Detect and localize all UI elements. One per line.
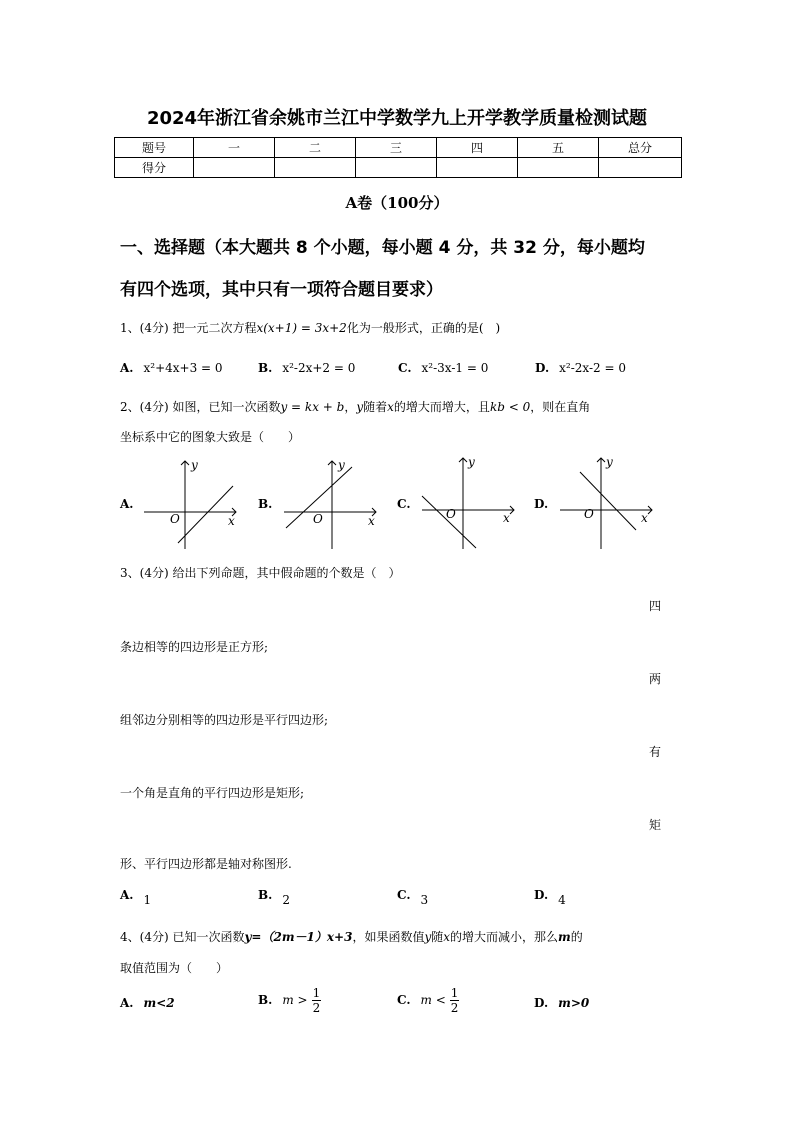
q2-option-c[interactable]: C. [397,497,411,511]
table-row [115,138,682,158]
q3-statement-2-first-char: 两 [649,672,662,686]
exam-title: 2024年浙江省余姚市兰江中学数学九上开学教学质量检测试题 [146,108,648,129]
fraction: $\frac{1}{2}$ [450,986,459,1015]
svg-text:O: O [313,512,323,526]
table-cell [194,158,275,178]
graph-c [418,452,523,552]
svg-text:y: y [191,458,198,472]
q3-statement-4: 形、平行四边形都是轴对称图形. [120,857,292,871]
q3-statement-1: 条边相等的四边形是正方形; [120,640,269,654]
table-cell [518,158,599,178]
table-cell: 三 [356,138,437,158]
svg-text:O: O [170,512,180,526]
q3-option-c[interactable]: C. 3 [397,888,429,907]
q3-option-a[interactable]: A. 1 [120,888,152,907]
fraction: $\frac{1}{2}$ [312,986,321,1015]
q1-option-a[interactable]: A. x²+4x+3 = 0 [120,361,223,375]
graph-d [556,452,661,552]
table-cell: 总分 [599,138,682,158]
svg-text:x: x [368,514,375,528]
section-heading-line2: 有四个选项，其中只有一项符合题目要求） [120,280,443,300]
q4-option-b[interactable]: B. m > $\frac{1}{2}$ [258,986,321,1015]
q3-statement-3-first-char: 有 [649,745,662,759]
q1-option-b[interactable]: B. x²-2x+2 = 0 [258,361,356,375]
q2-option-d[interactable]: D. [534,497,549,511]
svg-text:y: y [606,455,613,469]
question-1-stem: 1、(4分) 把一元二次方程x(x+1) = 3x+2化为一般形式，正确的是( ) [120,321,501,335]
q3-option-b[interactable]: B. 2 [258,888,290,907]
svg-text:x: x [641,511,648,525]
table-cell: 五 [518,138,599,158]
question-4-line2: 取值范围为（ ） [120,961,229,975]
svg-text:O: O [584,507,594,521]
question-2-line2: 坐标系中它的图象大致是（ ） [120,430,301,444]
q3-statement-2: 组邻边分别相等的四边形是平行四边形; [120,713,329,727]
table-cell [275,158,356,178]
score-table [114,137,682,178]
q3-statement-3: 一个角是直角的平行四边形是矩形; [120,786,305,800]
table-cell [599,158,682,178]
q4-option-a[interactable]: A. m<2 [120,996,175,1010]
q3-statement-4-first-char: 矩 [649,818,662,832]
table-cell: 一 [194,138,275,158]
table-cell [356,158,437,178]
graph-a [140,455,245,553]
q1-option-d[interactable]: D. x²-2x-2 = 0 [535,361,626,375]
section-heading-line1: 一、选择题（本大题共 8 个小题，每小题 4 分，共 32 分，每小题均 [120,238,645,258]
table-cell: 得分 [115,158,194,178]
q3-option-d[interactable]: D. 4 [534,888,566,907]
q4-option-c[interactable]: C. m < $\frac{1}{2}$ [397,986,459,1015]
q2-option-b[interactable]: B. [258,497,273,511]
q4-option-d[interactable]: D. m>0 [534,996,590,1010]
svg-text:O: O [446,507,456,521]
table-row [115,158,682,178]
table-cell [437,158,518,178]
question-2-stem: 2、(4分) 如图，已知一次函数y = kx + b，y随着x的增大而增大，且kb < 0，则在直角 [120,400,591,414]
juan-heading: A卷（100分） [345,194,449,212]
svg-text:y: y [468,455,475,469]
table-cell: 二 [275,138,356,158]
q1-option-c[interactable]: C. x²-3x-1 = 0 [398,361,489,375]
question-3-stem: 3、(4分) 给出下列命题，其中假命题的个数是（ ） [120,566,401,580]
table-cell: 题号 [115,138,194,158]
svg-text:x: x [503,511,510,525]
q3-statement-1-first-char: 四 [649,599,662,613]
table-cell: 四 [437,138,518,158]
question-4-stem: 4、(4分) 已知一次函数y=（2m－1）x+3，如果函数值y随x的增大而减小，那么m的 [120,930,583,944]
graph-b [280,455,385,553]
q2-option-a[interactable]: A. [120,497,134,511]
svg-text:y: y [338,458,345,472]
svg-text:x: x [228,514,235,528]
